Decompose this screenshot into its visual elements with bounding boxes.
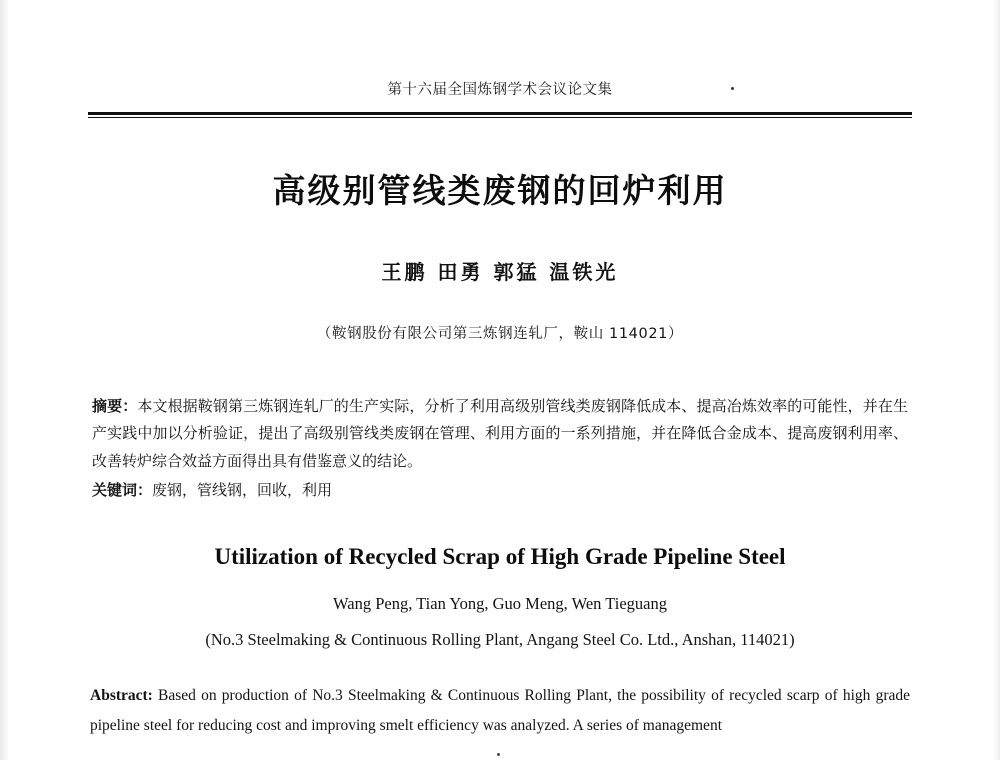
running-head: 第十六届全国炼钢学术会议论文集 — [387, 82, 613, 98]
abstract-en-text: Based on production of No.3 Steelmaking & Continuous Rolling Plant, the possibility of recycled scarp of high grade pipeline steel for reducing cost and improving smelt efficiency was analyzed. A series of management — [90, 686, 910, 735]
affiliation-en: (No.3 Steelmaking & Continuous Rolling Plant, Angang Steel Co. Ltd., Anshan, 114021) — [205, 629, 795, 649]
abstract-en — [88, 681, 912, 741]
abstract-cn-text: 本文根据鞍钢第三炼钢连轧厂的生产实际，分析了利用高级别管线类废钢降低成本、提高冶炼效率的可能性，并在生产实践中加以分析验证，提出了高级别管线类废钢在管理、利用方面的一系列措施，并在降低合金成本、提高废钢利用率、改善转炉综合效益方面得出具有借鉴意义的结论。 — [92, 397, 908, 470]
keywords-cn — [88, 479, 912, 500]
header-rule-thick — [88, 112, 912, 115]
authors-en: Wang Peng, Tian Yong, Guo Meng, Wen Tieguang — [333, 593, 667, 613]
abstract-en-label: Abstract: — [90, 686, 153, 704]
scan-speck — [731, 87, 734, 90]
page-bottom-mark — [497, 753, 500, 756]
header-rule-thin — [88, 117, 912, 118]
authors-cn: 王鹏 田勇 郭猛 温铁光 — [381, 260, 619, 284]
abstract-cn-label: 摘要： — [92, 397, 138, 415]
page-left-edge-shadow — [0, 0, 9, 760]
affiliation-cn: （鞍钢股份有限公司第三炼钢连轧厂，鞍山 114021） — [316, 326, 684, 342]
abstract-cn — [88, 393, 912, 475]
header-rule — [88, 112, 912, 118]
page-right-edge-shadow — [993, 0, 1000, 760]
keywords-cn-text: 废钢，管线钢，回收，利用 — [152, 480, 333, 499]
page-title: 高级别管线类废钢的回炉利用 — [272, 171, 728, 210]
keywords-cn-label: 关键词： — [92, 480, 153, 499]
title-en: Utilization of Recycled Scrap of High Grade Pipeline Steel — [214, 543, 786, 569]
